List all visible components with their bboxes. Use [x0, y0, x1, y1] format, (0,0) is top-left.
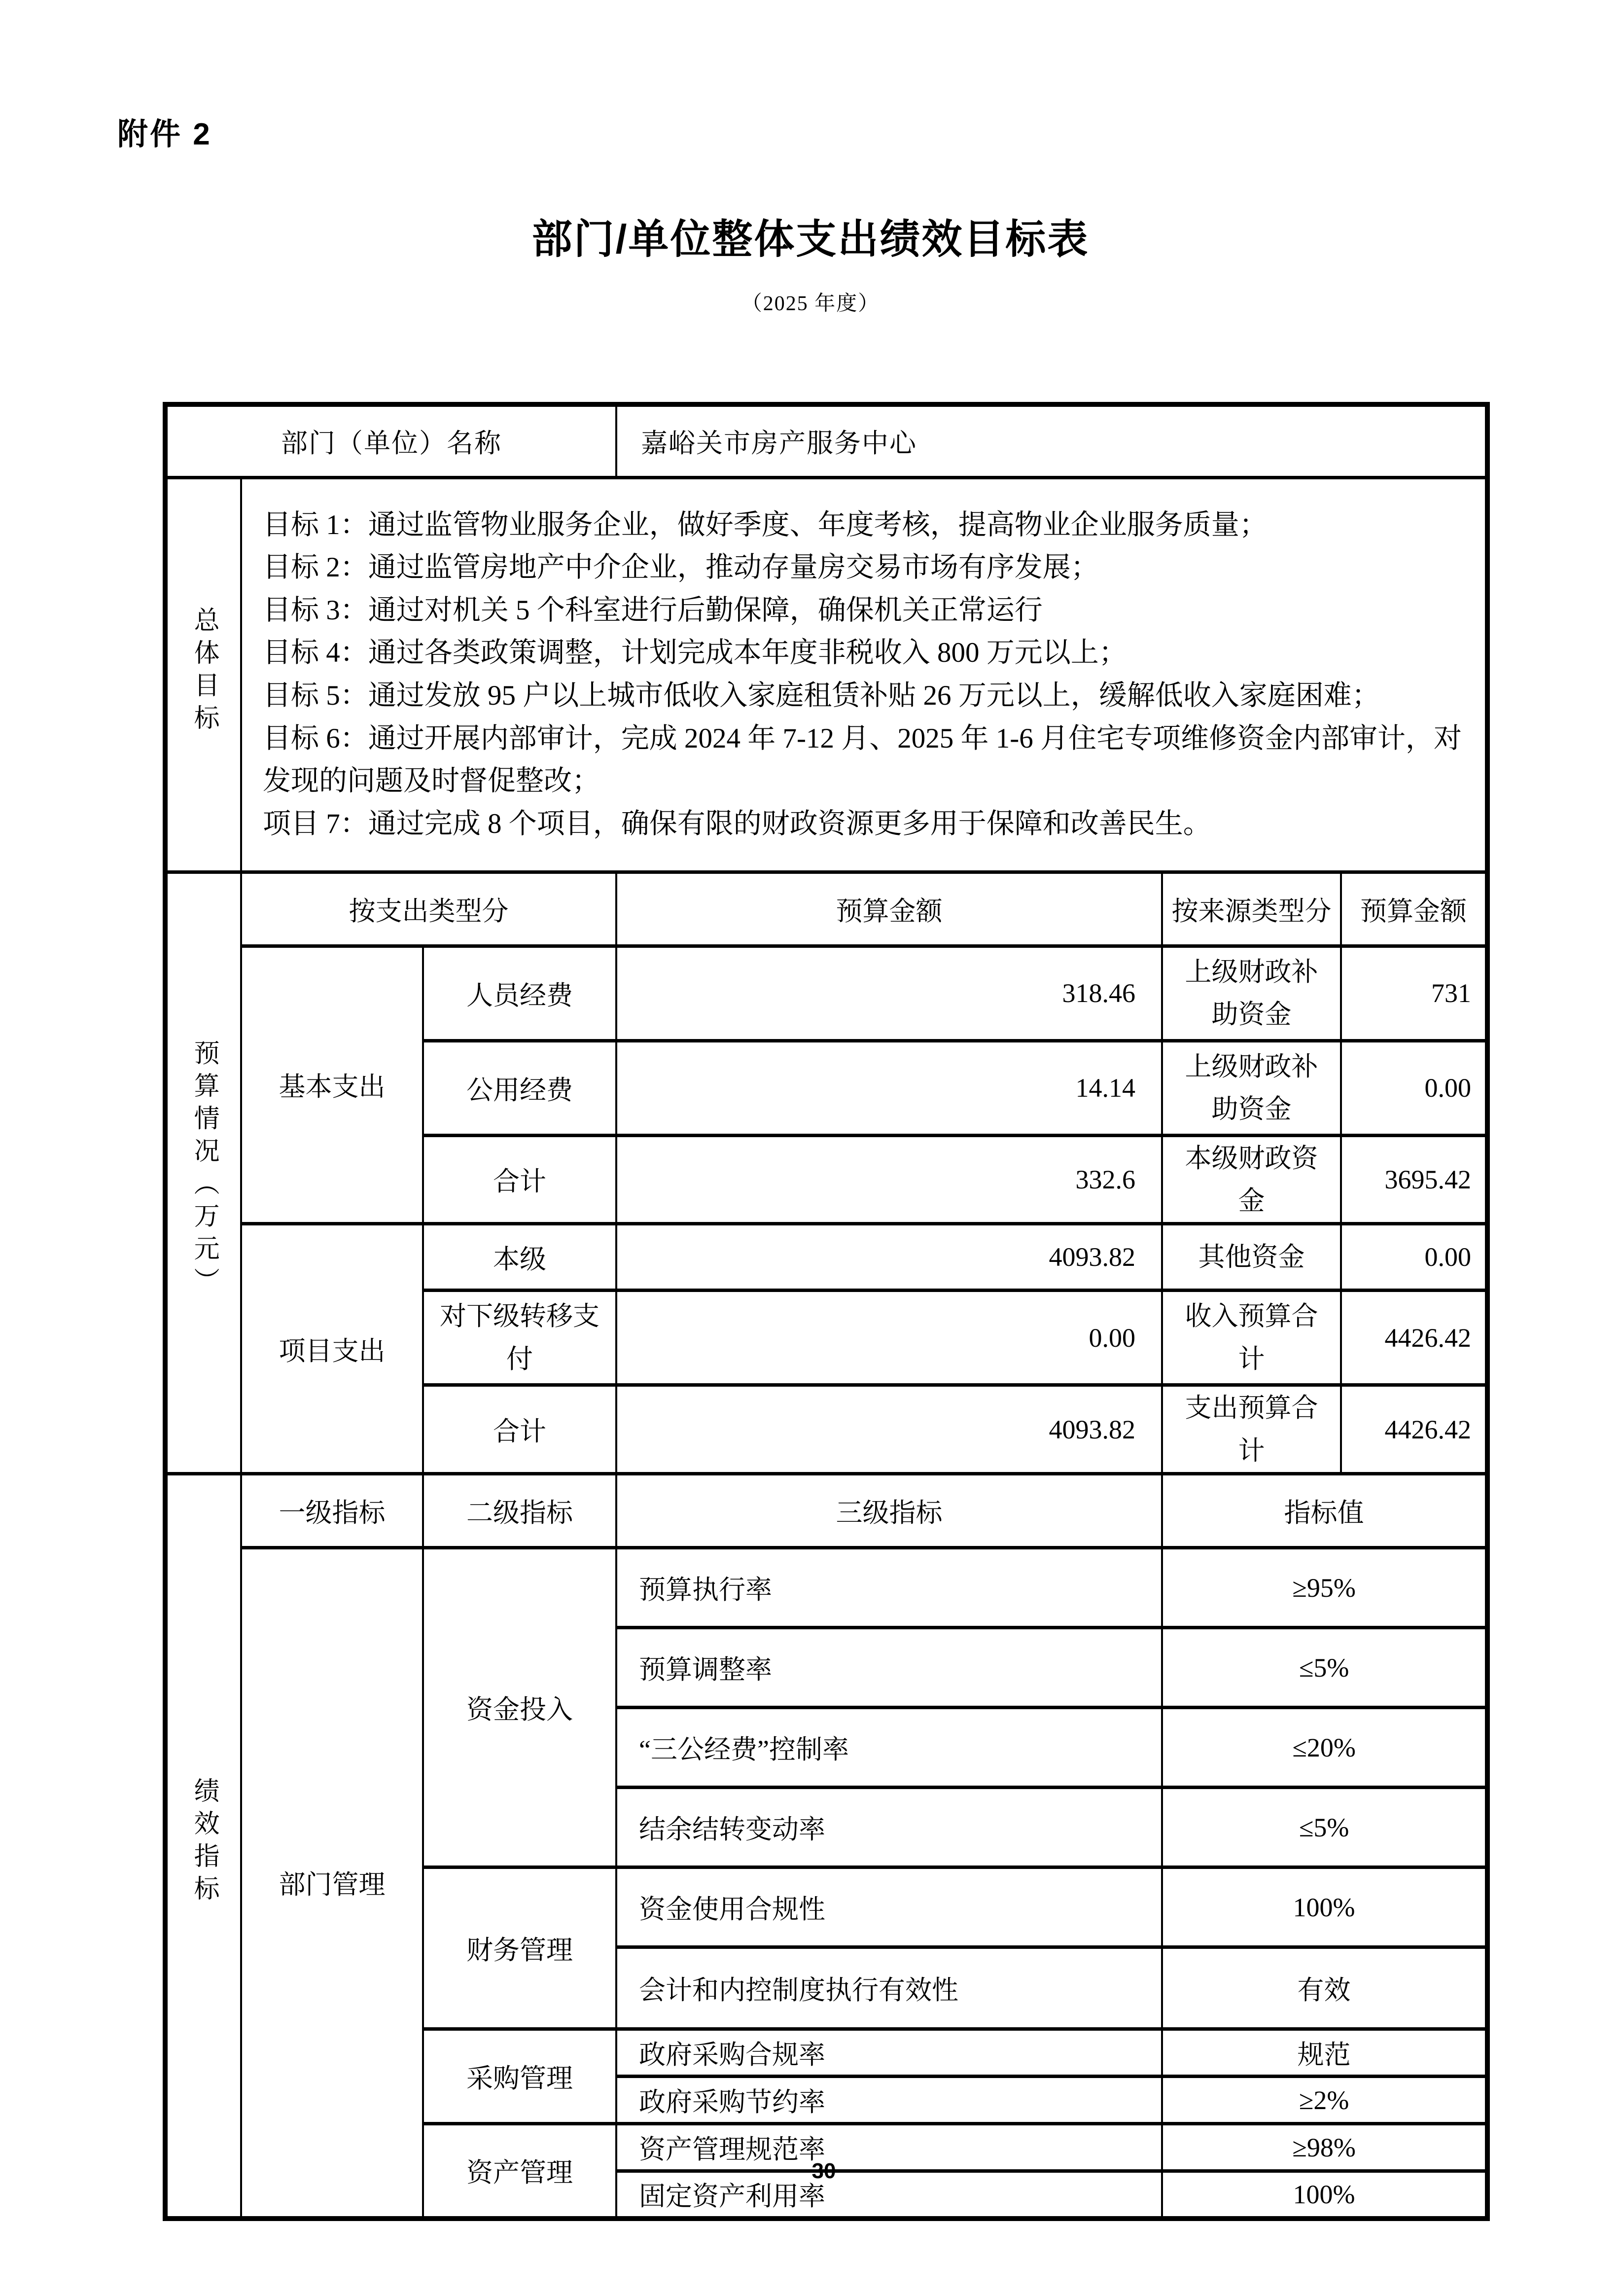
- perf-indicator-name: 资金使用合规性: [616, 1867, 1162, 1947]
- budget-source-amount: 3695.42: [1341, 1135, 1487, 1224]
- department-name-value: 嘉峪关市房产服务中心: [616, 404, 1487, 477]
- table-row: [165, 404, 1487, 477]
- perf-header-value: 指标值: [1162, 1474, 1487, 1548]
- budget-amount: 0.00: [616, 1291, 1162, 1385]
- perf-indicator-name: 预算执行率: [616, 1548, 1162, 1628]
- page-number: 30: [811, 2159, 836, 2183]
- table-row: [165, 1548, 1487, 1628]
- budget-amount: 332.6: [616, 1135, 1162, 1224]
- perf-indicator-value: ≥98%: [1162, 2124, 1487, 2171]
- budget-section-label: 预算情况（万元）: [190, 1039, 218, 1300]
- overall-goals-content: [241, 477, 1487, 872]
- goal-2: 目标 2：通过监管房地产中介企业，推动存量房交易市场有序发展；: [263, 552, 1099, 583]
- department-name-label: 部门（单位）名称: [165, 404, 616, 477]
- perf-indicator-value: 100%: [1162, 1867, 1487, 1947]
- perf-indicator-value: 有效: [1162, 1947, 1487, 2029]
- budget-source: 收入预算合计: [1162, 1291, 1341, 1385]
- overall-goals-label-cell: [165, 477, 241, 872]
- perf-indicator-value: 规范: [1162, 2029, 1487, 2077]
- performance-section-label: 绩效指标: [190, 1777, 218, 1908]
- budget-header-source-type: 按来源类型分: [1162, 872, 1341, 946]
- budget-category: 公用经费: [423, 1040, 616, 1135]
- perf-indicator-name: 固定资产利用率: [616, 2171, 1162, 2219]
- perf-header-level3: 三级指标: [616, 1474, 1162, 1548]
- budget-source-amount: 731: [1341, 946, 1487, 1040]
- perf-level2-procurement-management: 采购管理: [423, 2029, 616, 2124]
- perf-indicator-value: ≥2%: [1162, 2077, 1487, 2124]
- perf-indicator-name: 资产管理规范率: [616, 2124, 1162, 2171]
- perf-header-level1: 一级指标: [241, 1474, 423, 1548]
- budget-header-expense-type: 按支出类型分: [241, 872, 616, 946]
- budget-group-basic: 基本支出: [241, 946, 423, 1224]
- perf-level1-department-management: 部门管理: [241, 1548, 423, 2219]
- overall-goals-label: 总体目标: [190, 606, 218, 737]
- budget-source-amount: 0.00: [1341, 1224, 1487, 1291]
- budget-category: 对下级转移支付: [423, 1291, 616, 1385]
- table-row: [165, 1474, 1487, 1548]
- budget-category: 合计: [423, 1385, 616, 1474]
- budget-source: 支出预算合计: [1162, 1385, 1341, 1474]
- attachment-label: 附件 2: [117, 117, 212, 151]
- goal-4: 目标 4：通过各类政策调整，计划完成本年度非税收入 800 万元以上；: [263, 637, 1127, 669]
- goal-7: 项目 7：通过完成 8 个项目，确保有限的财政资源更多用于保障和改善民生。: [263, 808, 1211, 839]
- performance-section-label-cell: [165, 1474, 241, 2219]
- performance-target-table: [163, 402, 1490, 2221]
- budget-amount: 4093.82: [616, 1224, 1162, 1291]
- perf-level2-financial-management: 财务管理: [423, 1867, 616, 2029]
- goal-5: 目标 5：通过发放 95 户以上城市低收入家庭租赁补贴 26 万元以上，缓解低收入家庭困难；: [263, 680, 1380, 711]
- page-title: 部门/单位整体支出绩效目标表: [531, 217, 1090, 262]
- table-row: [165, 1224, 1487, 1291]
- table-row: [165, 872, 1487, 946]
- perf-indicator-value: ≤5%: [1162, 1788, 1487, 1867]
- goal-3: 目标 3：通过对机关 5 个科室进行后勤保障，确保机关正常运行: [263, 594, 1043, 626]
- perf-header-level2: 二级指标: [423, 1474, 616, 1548]
- perf-indicator-name: “三公经费”控制率: [616, 1708, 1162, 1788]
- perf-level2-asset-management: 资产管理: [423, 2124, 616, 2219]
- table-row: [165, 477, 1487, 872]
- budget-category: 合计: [423, 1135, 616, 1224]
- budget-source: 上级财政补助资金: [1162, 946, 1341, 1040]
- perf-indicator-name: 政府采购合规率: [616, 2029, 1162, 2077]
- perf-indicator-value: ≥95%: [1162, 1548, 1487, 1628]
- budget-source-amount: 4426.42: [1341, 1385, 1487, 1474]
- budget-source: 上级财政补助资金: [1162, 1040, 1341, 1135]
- budget-amount: 318.46: [616, 946, 1162, 1040]
- budget-amount: 14.14: [616, 1040, 1162, 1135]
- budget-category: 人员经费: [423, 946, 616, 1040]
- budget-section-label-cell: [165, 872, 241, 1474]
- perf-indicator-name: 会计和内控制度执行有效性: [616, 1947, 1162, 2029]
- perf-indicator-name: 预算调整率: [616, 1628, 1162, 1708]
- goal-1: 目标 1：通过监管物业服务企业，做好季度、年度考核，提高物业企业服务质量；: [263, 509, 1268, 540]
- perf-indicator-value: ≤5%: [1162, 1628, 1487, 1708]
- budget-source-amount: 0.00: [1341, 1040, 1487, 1135]
- perf-indicator-value: ≤20%: [1162, 1708, 1487, 1788]
- budget-source: 其他资金: [1162, 1224, 1341, 1291]
- budget-header-amount-2: 预算金额: [1341, 872, 1487, 946]
- perf-indicator-value: 100%: [1162, 2171, 1487, 2219]
- table-row: [165, 946, 1487, 1040]
- perf-indicator-name: 政府采购节约率: [616, 2077, 1162, 2124]
- budget-group-project: 项目支出: [241, 1224, 423, 1474]
- budget-header-amount: 预算金额: [616, 872, 1162, 946]
- perf-level2-funding-input: 资金投入: [423, 1548, 616, 1867]
- budget-amount: 4093.82: [616, 1385, 1162, 1474]
- budget-source-amount: 4426.42: [1341, 1291, 1487, 1385]
- budget-source: 本级财政资金: [1162, 1135, 1341, 1224]
- page-subtitle: （2025 年度）: [741, 292, 880, 315]
- goal-6: 目标 6：通过开展内部审计，完成 2024 年 7-12 月、2025 年 1-6 月住宅专项维修资金内部审计，对发现的问题及时督促整改；: [263, 722, 1462, 797]
- perf-indicator-name: 结余结转变动率: [616, 1788, 1162, 1867]
- budget-category: 本级: [423, 1224, 616, 1291]
